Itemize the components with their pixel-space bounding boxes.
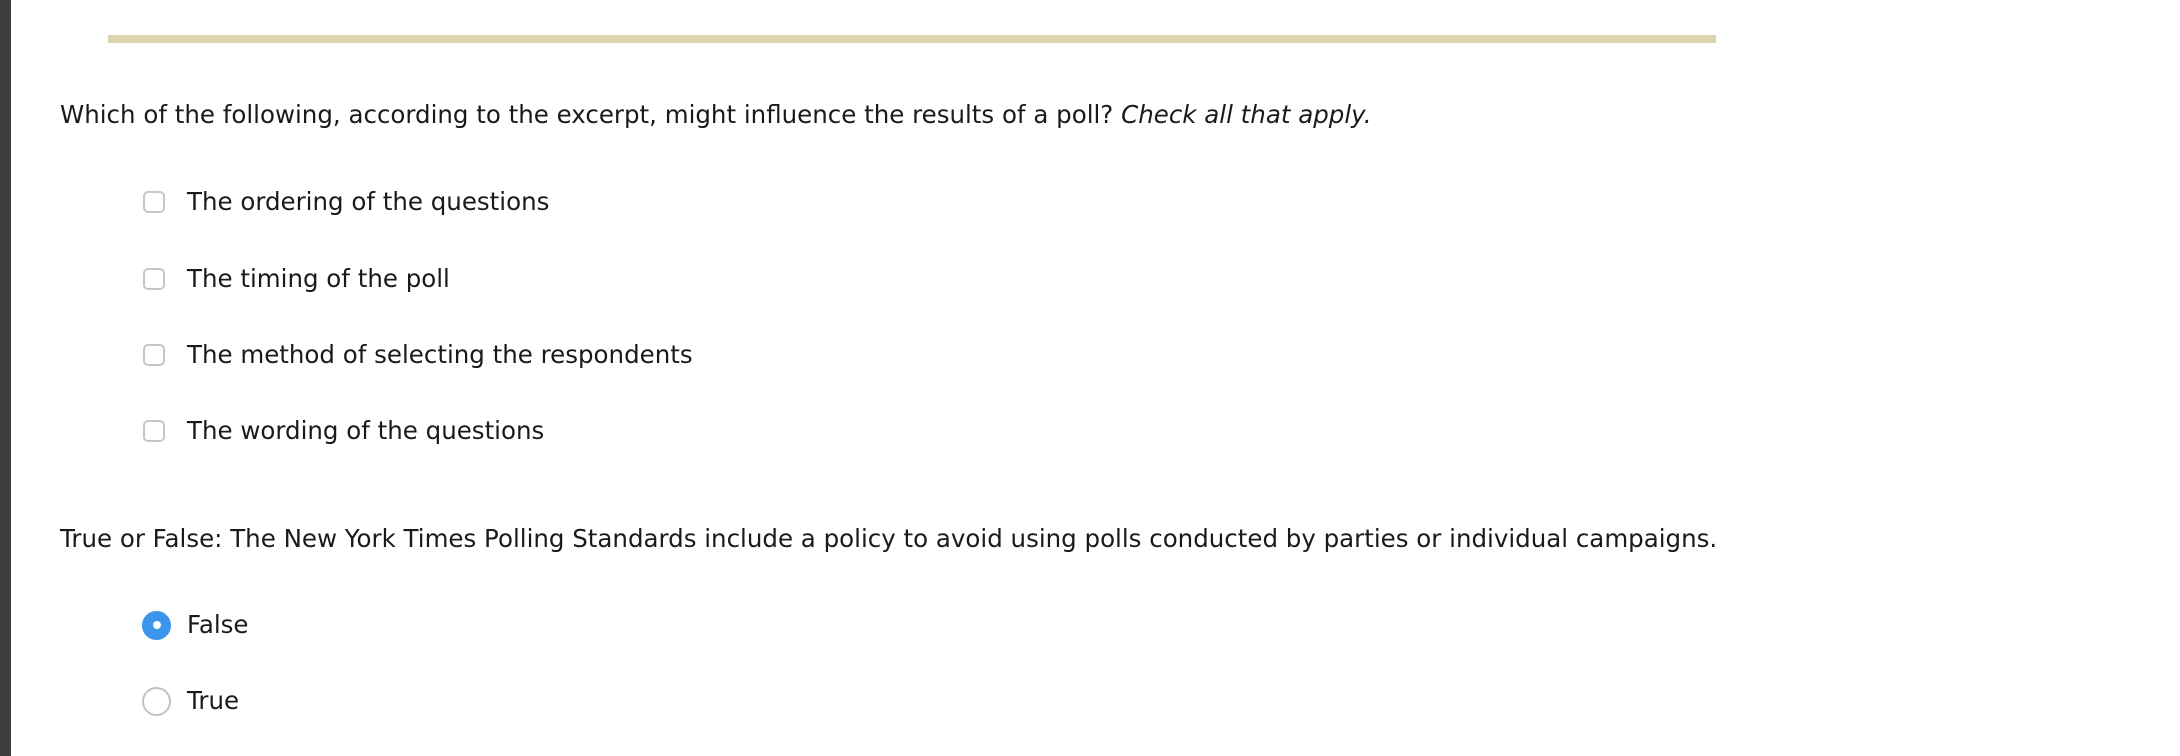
window-left-border (0, 0, 11, 756)
q2-option-label: False (187, 610, 249, 639)
q2-option-true[interactable] (143, 684, 239, 718)
q1-option-method[interactable] (143, 338, 693, 372)
q1-option-label: The wording of the questions (187, 416, 545, 445)
q1-option-ordering[interactable] (143, 185, 549, 219)
question-1-prompt (60, 98, 1372, 132)
q1-option-label: The method of selecting the respondents (187, 340, 693, 369)
radio-button[interactable] (142, 687, 171, 716)
q1-option-timing[interactable] (143, 262, 450, 296)
question-1-instruction: Check all that apply. (1121, 100, 1372, 129)
q2-option-false[interactable] (143, 608, 249, 642)
radio-dot-icon (153, 621, 161, 629)
section-divider (108, 35, 1716, 43)
question-1-text: Which of the following, according to the excerpt, might influence the results of a poll? (60, 100, 1114, 129)
q1-option-label: The ordering of the questions (187, 187, 550, 216)
checkbox[interactable] (143, 191, 165, 213)
q1-option-label: The timing of the poll (187, 264, 450, 293)
radio-button-selected[interactable] (142, 611, 171, 640)
checkbox[interactable] (143, 420, 165, 442)
q2-option-label: True (187, 686, 240, 715)
question-2-prompt: True or False: The New York Times Polling Standards include a policy to avoid using polls conducted by parties or individual campaigns. (60, 524, 1718, 553)
q1-option-wording[interactable] (143, 414, 544, 448)
checkbox[interactable] (143, 344, 165, 366)
checkbox[interactable] (143, 268, 165, 290)
